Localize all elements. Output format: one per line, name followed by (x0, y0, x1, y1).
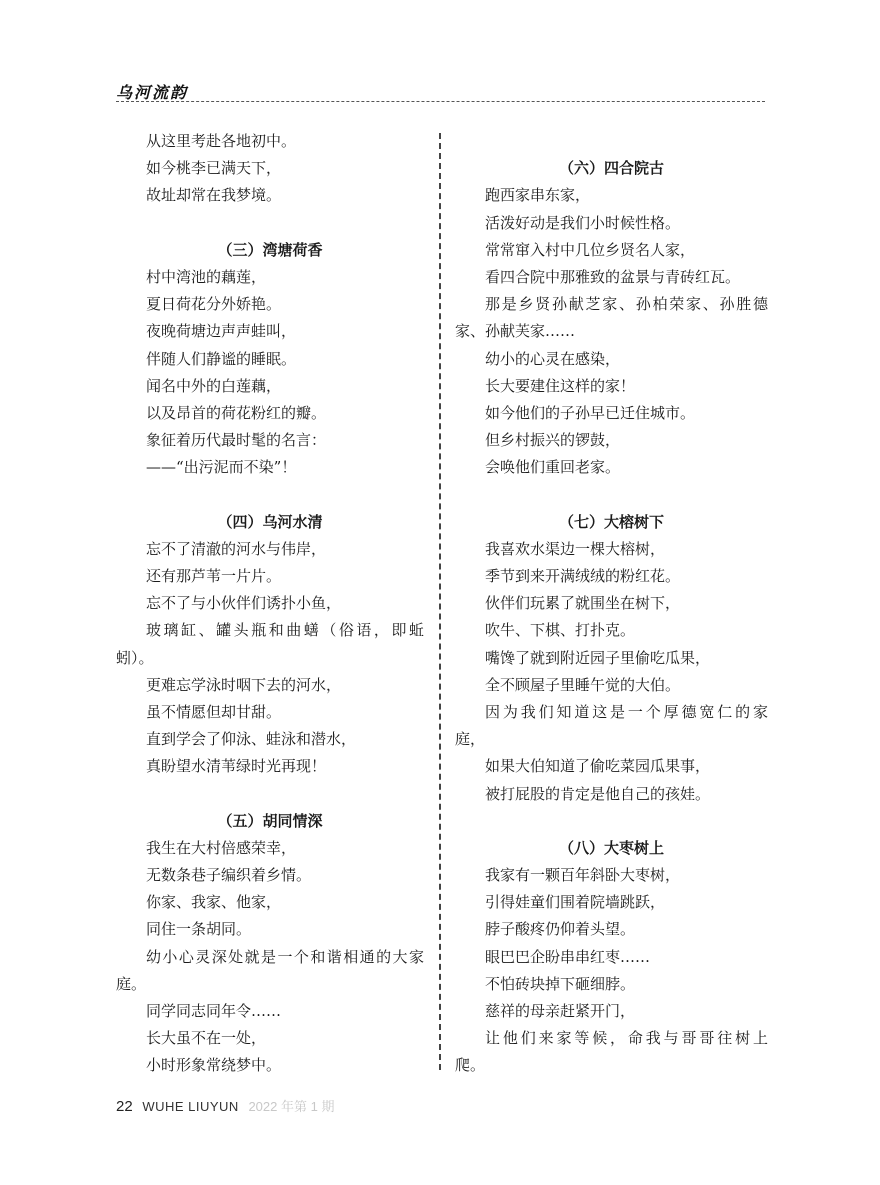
poem-line: 夏日荷花分外娇艳。 (146, 295, 282, 314)
issue-label: 2022 年第 1 期 (248, 1099, 335, 1114)
poem-line: 直到学会了仰泳、蛙泳和潜水， (146, 730, 357, 749)
section-heading: （六）四合院古 (558, 159, 664, 178)
poem-line: 吹牛、下棋、打扑克。 (485, 621, 636, 640)
poem-line: 我喜欢水渠边一棵大榕树， (485, 539, 666, 558)
poem-line: 忘不了与小伙伴们诱扑小鱼， (146, 594, 342, 613)
poem-line: 故址却常在我梦境。 (146, 186, 282, 205)
poem-line: 让他们来家等候，命我与哥哥往树上 (485, 1029, 768, 1048)
poem-line: 夜晚荷塘边声声蛙叫， (146, 322, 297, 341)
poem-line: 眼巴巴企盼串串红枣…… (485, 947, 651, 966)
left-column (116, 128, 424, 1080)
stanza-gap (455, 128, 768, 155)
poem-line: 不怕砖块掉下砸细脖。 (485, 974, 636, 993)
poem-line: 常常窜入村中几位乡贤名人家， (485, 240, 696, 259)
poem-line: 我家有一颗百年斜卧大枣树， (485, 866, 681, 885)
poem-line: 嘴馋了就到附近园子里偷吃瓜果， (485, 648, 711, 667)
poem-line: 村中湾池的藕莲， (146, 267, 267, 286)
poem-line: 伙伴们玩累了就围坐在树下， (485, 594, 681, 613)
poem-line: 那是乡贤孙献芝家、孙柏荣家、孙胜德 (485, 295, 768, 314)
poem-line: 忘不了清澈的河水与伟岸， (146, 539, 327, 558)
poem-line: 慈祥的母亲赶紧开门， (485, 1002, 636, 1020)
poem-line: 更难忘学泳时咽下去的河水， (146, 675, 342, 694)
poem-line: 如今他们的子孙早已迁住城市。 (485, 403, 696, 422)
poem-line: 脖子酸疼仍仰着头望。 (485, 920, 636, 939)
poem-line: 从这里考赴各地初中。 (146, 132, 297, 150)
poem-line: 全不顾屋子里睡午觉的大伯。 (485, 675, 681, 694)
stanza-gap (116, 781, 424, 808)
poem-line: 爬。 (455, 1056, 486, 1075)
header-divider (116, 101, 765, 102)
poem-line: 如今桃李已满天下， (146, 159, 282, 178)
poem-line: 虽不情愿但却甘甜。 (146, 702, 282, 721)
poem-line: 跑西家串东家， (485, 186, 591, 205)
poem-line: 以及昂首的荷花粉红的瓣。 (146, 403, 327, 422)
poem-line: 伴随人们静谧的睡眠。 (146, 349, 297, 368)
poem-line: 长大虽不在一处， (146, 1029, 267, 1048)
poem-line: 还有那芦苇一片片。 (146, 567, 282, 585)
stanza-gap (455, 808, 768, 835)
poem-line: 小时形象常绕梦中。 (146, 1056, 282, 1075)
stanza-gap (116, 481, 424, 508)
footer (116, 1096, 334, 1115)
poem-line: 看四合院中那雅致的盆景与青砖红瓦。 (485, 267, 741, 286)
poem-line: 家、孙献芙家…… (455, 322, 576, 341)
page-number: 22 (116, 1098, 133, 1115)
poem-line: 无数条巷子编织着乡情。 (146, 866, 312, 885)
poem-line: 庭， (455, 730, 486, 749)
poem-line: 会唤他们重回老家。 (485, 458, 621, 477)
right-column (455, 128, 768, 1080)
stanza-gap (455, 481, 768, 508)
poem-line: 同学同志同年令…… (146, 1002, 282, 1020)
poem-line: 玻璃缸、罐头瓶和曲蟮（俗语，即蚯 (146, 621, 424, 640)
poem-line: 你家、我家、他家， (146, 893, 282, 912)
poem-line: 幼小的心灵在感染， (485, 349, 621, 368)
section-heading: （三）湾塘荷香 (217, 240, 323, 259)
section-heading: （五）胡同情深 (217, 811, 323, 830)
poem-line: 真盼望水清苇绿时光再现！ (146, 757, 327, 776)
poem-line: 幼小心灵深处就是一个和谐相通的大家 (146, 947, 424, 966)
poem-line: 季节到来开满绒绒的粉红花。 (485, 567, 681, 585)
poem-line: 长大要建住这样的家！ (485, 376, 636, 395)
poem-line: 我生在大村倍感荣幸， (146, 838, 297, 857)
column-divider (439, 133, 441, 1070)
poem-line: 庭。 (116, 974, 147, 993)
stanza-gap (116, 210, 424, 237)
poem-line: 活泼好动是我们小时候性格。 (485, 213, 681, 232)
poem-line: 但乡村振兴的锣鼓， (485, 431, 621, 450)
poem-line: 如果大伯知道了偷吃菜园瓜果事， (485, 757, 711, 776)
poem-line: 因为我们知道这是一个厚德宽仁的家 (485, 702, 768, 721)
section-heading: （四）乌河水清 (217, 512, 323, 531)
poem-line: 引得娃童们围着院墙跳跃， (485, 893, 666, 912)
section-heading: （七）大榕树下 (558, 512, 664, 531)
poem-line: ——“出污泥而不染”！ (146, 458, 297, 477)
poem-line: 同住一条胡同。 (146, 920, 252, 939)
poem-line: 象征着历代最时髦的名言： (146, 431, 327, 450)
poem-line: 被打屁股的肯定是他自己的孩娃。 (485, 784, 711, 803)
magazine-name: WUHE LIUYUN (142, 1099, 239, 1114)
poem-line: 蚓）。 (116, 648, 154, 667)
header-title: 乌河流韵 (116, 83, 189, 102)
section-heading: （八）大枣树上 (558, 838, 664, 857)
poem-line: 闻名中外的白莲藕， (146, 376, 282, 395)
